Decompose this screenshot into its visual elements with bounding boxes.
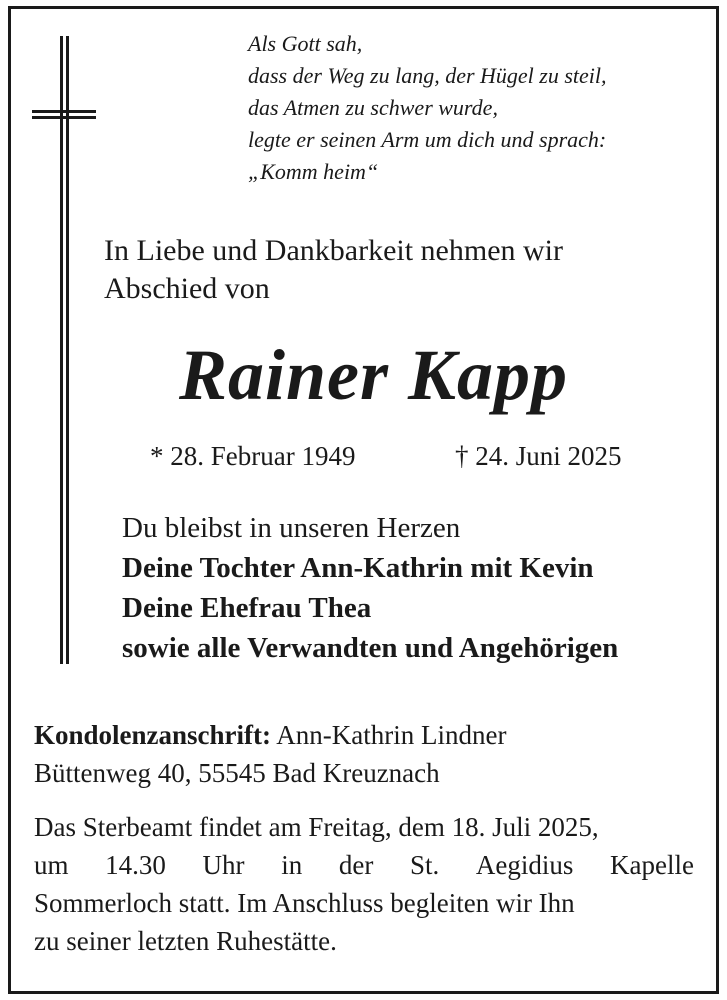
- service-line-2: [34, 846, 694, 884]
- poem-line: das Atmen zu schwer wurde,: [248, 95, 498, 120]
- service-word: Aegidius: [475, 850, 574, 880]
- poem-line: Als Gott sah,: [248, 31, 363, 56]
- service-word: 14.30: [105, 850, 166, 880]
- service-line-4: zu seiner letzten Ruhestätte.: [34, 926, 337, 956]
- mourners-line-1: Du bleibst in unseren Herzen: [122, 512, 461, 544]
- mourners-line-4: sowie alle Verwandten und Angehörigen: [122, 632, 619, 664]
- death-date: † 24. Juni 2025: [455, 441, 622, 471]
- service-word: um: [34, 850, 69, 880]
- poem-line: dass der Weg zu lang, der Hügel zu steil,: [248, 63, 607, 88]
- service-word: in: [281, 850, 303, 880]
- service-word: Uhr: [202, 850, 245, 880]
- mourners-line-3: Deine Ehefrau Thea: [122, 592, 372, 624]
- poem-line: legte er seinen Arm um dich und sprach:: [248, 127, 607, 152]
- address-line-1: [34, 716, 506, 754]
- condolence-address: [34, 716, 506, 792]
- deceased-name: Rainer Kapp: [178, 335, 569, 415]
- birth-date: * 28. Februar 1949: [150, 441, 356, 471]
- address-name: Ann-Kathrin Lindner: [271, 720, 507, 750]
- address-street: Büttenweg 40, 55545 Bad Kreuznach: [34, 758, 440, 788]
- service-info: [34, 808, 694, 960]
- intro-text: [104, 232, 704, 308]
- address-label: Kondolenzanschrift:: [34, 720, 272, 750]
- poem: [248, 28, 607, 188]
- poem-line: „Komm heim“: [248, 159, 379, 184]
- service-line-1: Das Sterbeamt findet am Freitag, dem 18. Juli 2025,: [34, 812, 599, 842]
- service-word: St.: [409, 850, 440, 880]
- service-word: Kapelle: [610, 850, 694, 880]
- intro-line-1: In Liebe und Dankbarkeit nehmen wir: [104, 234, 564, 267]
- service-word: der: [338, 850, 374, 880]
- intro-line-2: Abschied von: [104, 272, 270, 305]
- mourners: [122, 508, 618, 668]
- mourners-line-2: Deine Tochter Ann-Kathrin mit Kevin: [122, 552, 594, 584]
- service-line-3: Sommerloch statt. Im Anschluss begleiten wir Ihn: [34, 888, 575, 918]
